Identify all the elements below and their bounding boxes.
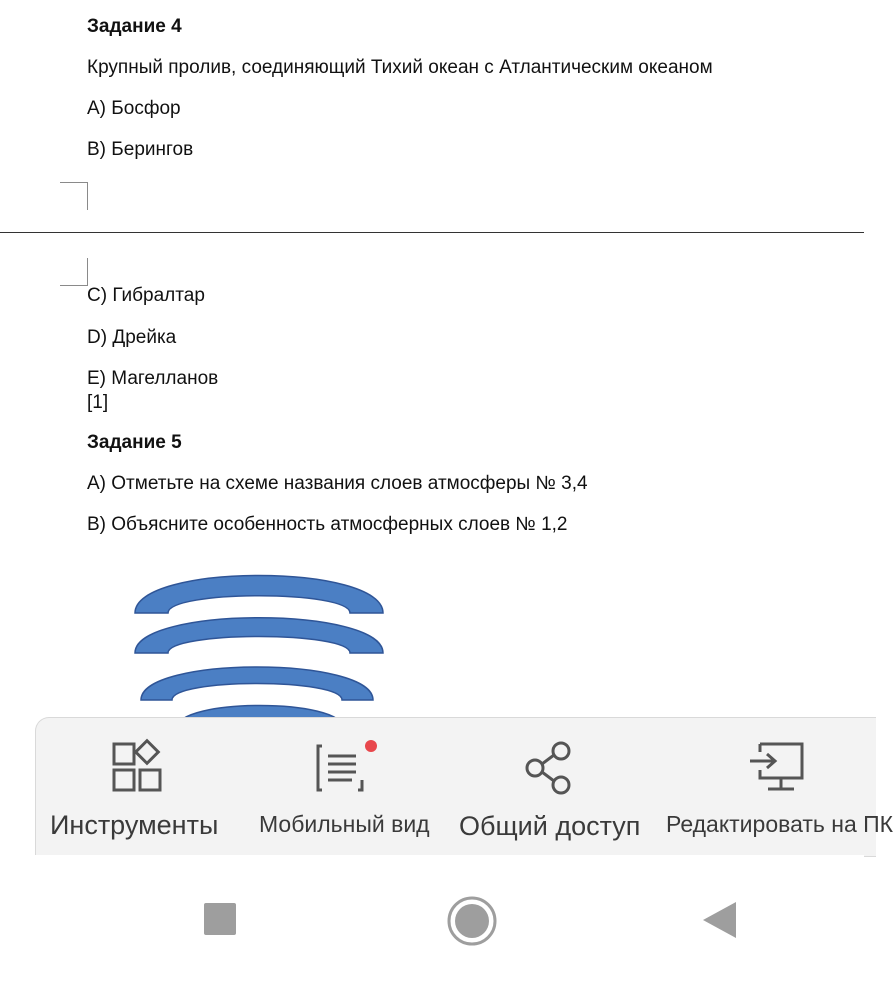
back-button[interactable] [702, 901, 738, 939]
atmosphere-layers-diagram [120, 548, 400, 718]
share-icon [521, 740, 575, 794]
share-label: Общий доступ [459, 811, 641, 841]
atmosphere-layer-3 [135, 618, 383, 653]
atmosphere-layer-2 [141, 667, 373, 700]
task5-part-a: A) Отметьте на схеме названия слоев атмосферы № 3,4 [87, 473, 588, 494]
mobile-view-icon [314, 740, 372, 796]
task4-points: [1] [87, 392, 109, 413]
atmosphere-layer-4 [135, 576, 383, 614]
home-button[interactable] [446, 895, 498, 947]
notification-badge [365, 740, 377, 752]
task4-question: Крупный пролив, соединяющий Тихий океан с Атлантическим океаном [87, 57, 713, 78]
recent-apps-button[interactable] [203, 902, 237, 936]
task4-option-d: D) Дрейка [87, 327, 177, 348]
system-navigation-bar [0, 855, 864, 985]
mobile-view-label: Мобильный вид [259, 811, 430, 837]
task4-option-b: B) Берингов [87, 139, 194, 160]
page-corner-mark [60, 258, 88, 286]
task4-heading: Задание 4 [87, 16, 182, 37]
edit-on-pc-button[interactable] [662, 718, 893, 856]
task4-option-e: E) Магелланов [87, 368, 219, 389]
task4-option-c: C) Гибралтар [87, 285, 205, 306]
task5-heading: Задание 5 [87, 432, 182, 453]
share-button[interactable] [456, 718, 656, 856]
task5-part-b: B) Объясните особенность атмосферных слоев № 1,2 [87, 514, 568, 535]
tools-grid-icon [112, 740, 166, 794]
edit-on-pc-label: Редактировать на ПК [666, 811, 893, 837]
bottom-toolbar [35, 717, 893, 857]
tools-label: Инструменты [50, 810, 219, 840]
task4-option-a: A) Босфор [87, 98, 181, 119]
edit-on-pc-icon [748, 740, 806, 794]
tools-button[interactable] [36, 718, 242, 856]
mobile-view-button[interactable] [250, 718, 450, 856]
page-break-line [0, 232, 864, 233]
page-corner-mark [60, 182, 88, 210]
